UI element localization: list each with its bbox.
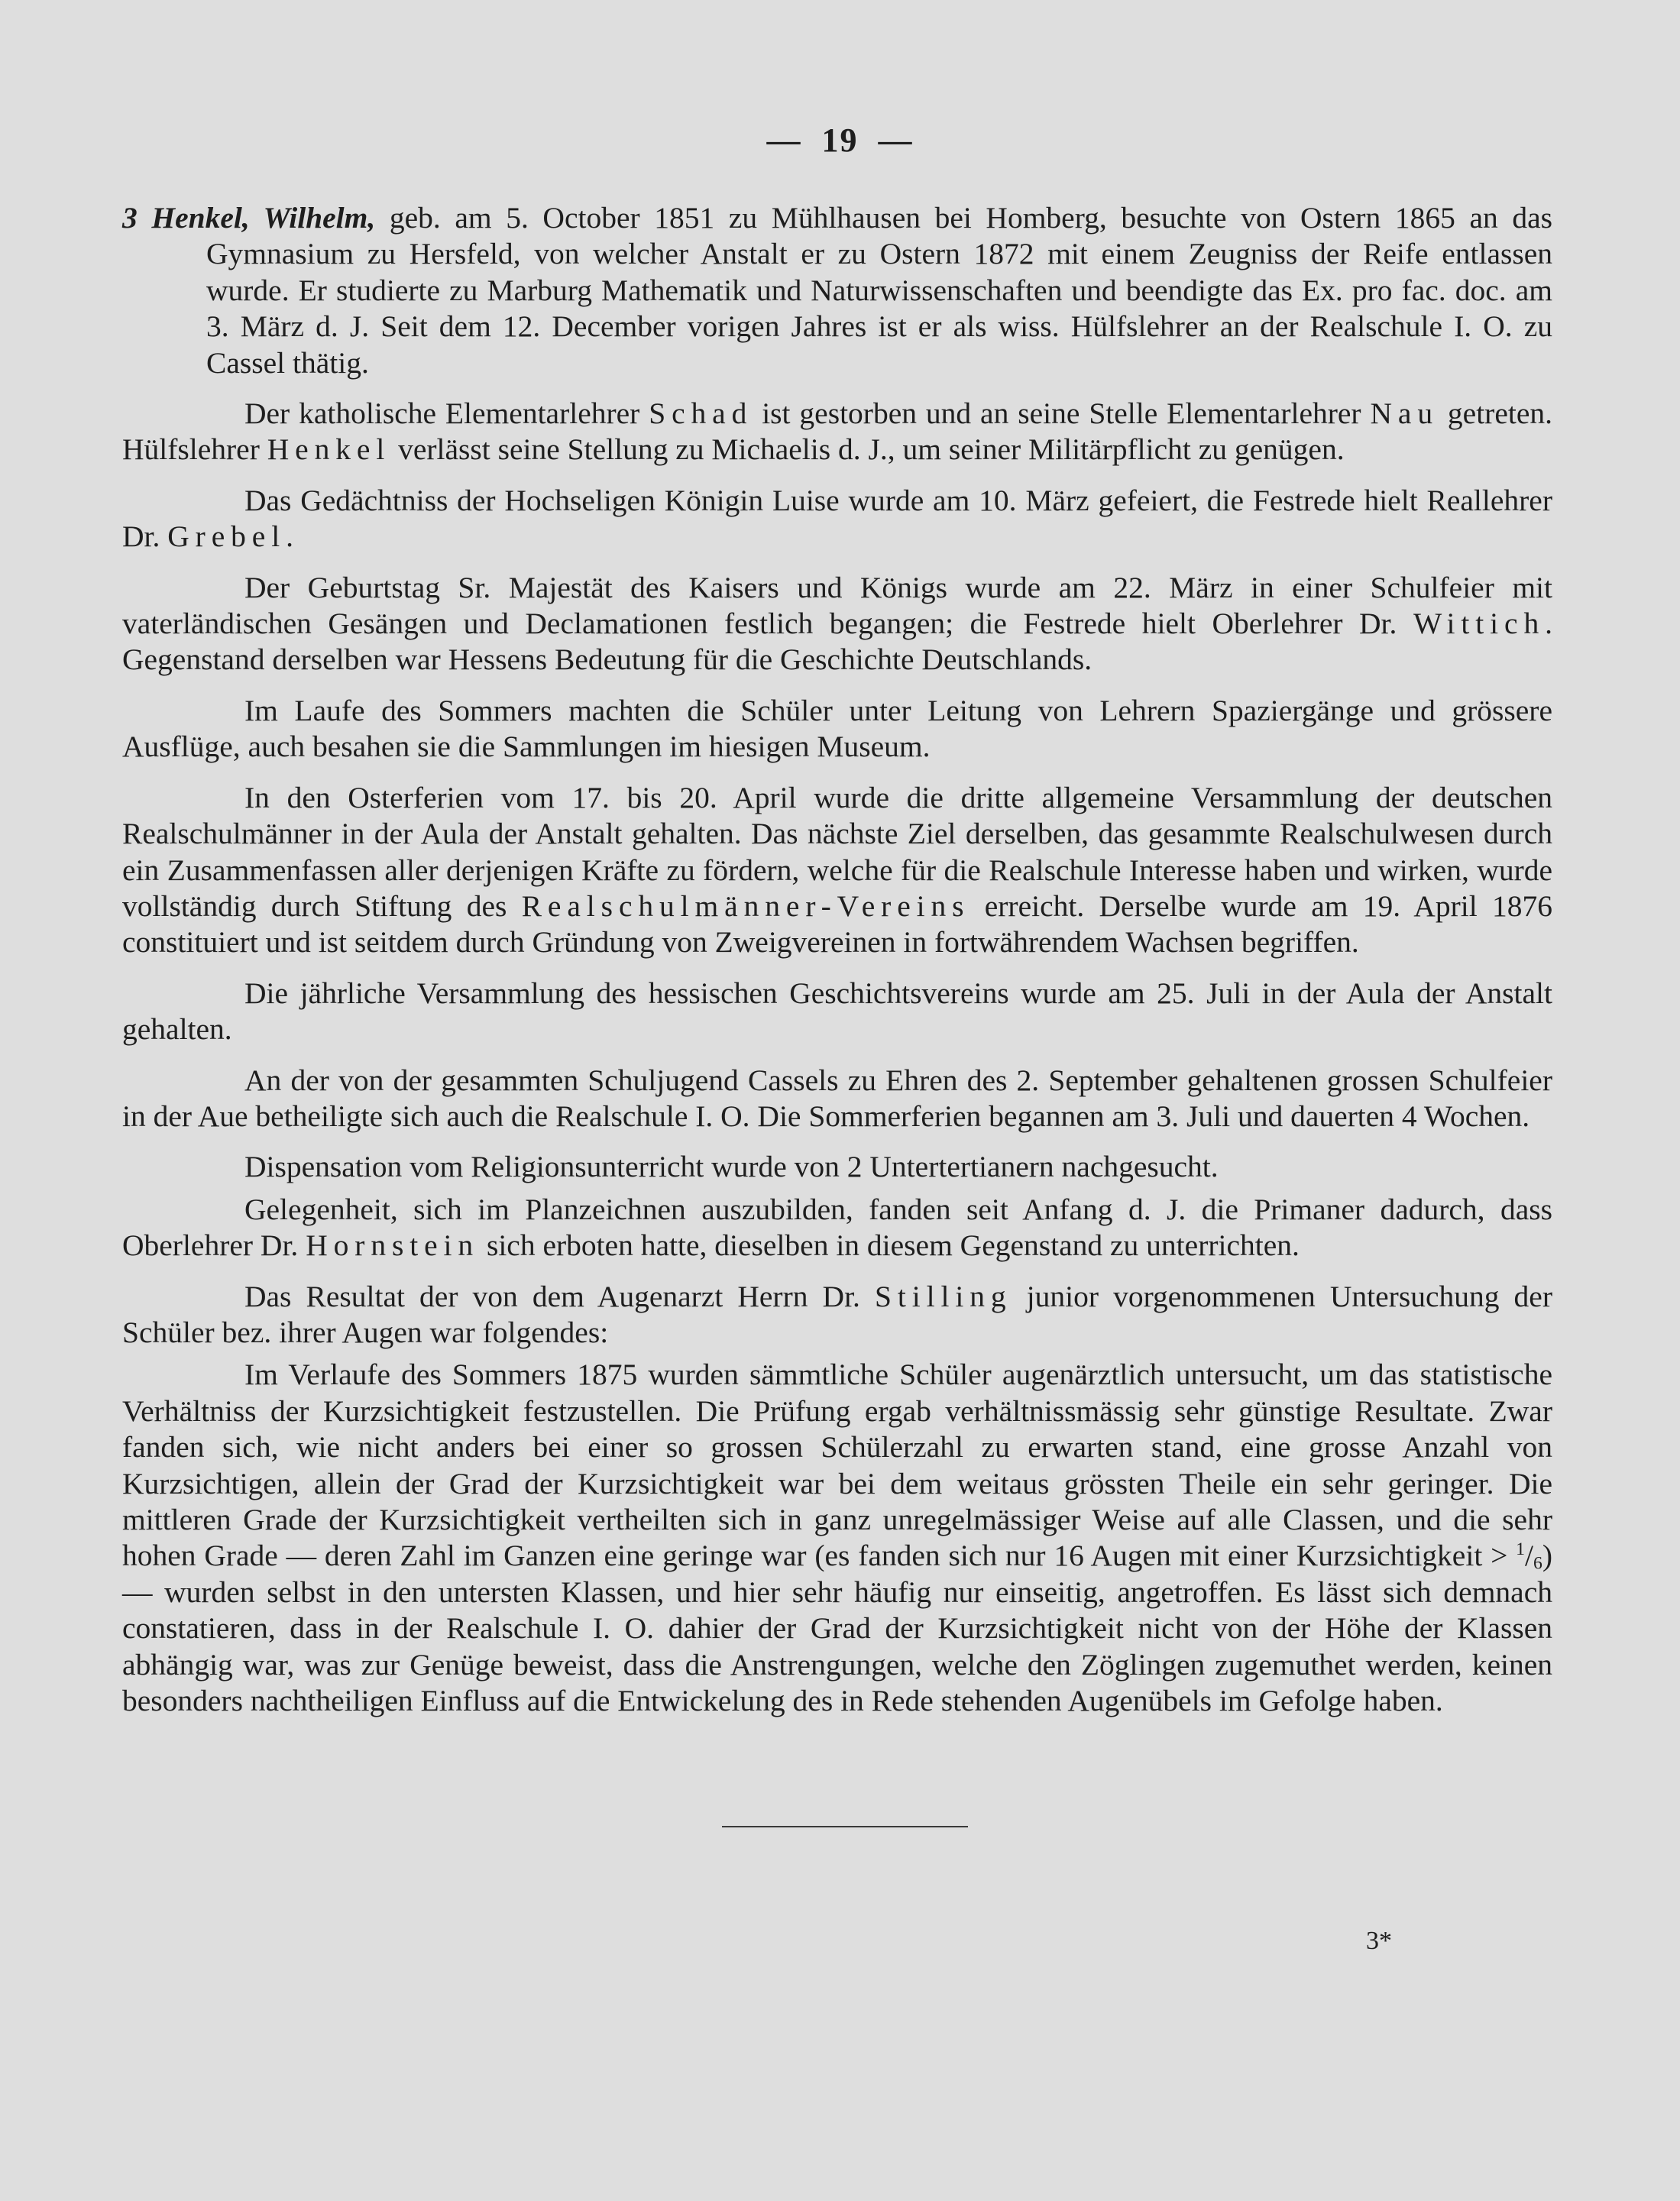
text-run: getreten. Hülfslehrer — [122, 397, 1552, 467]
spaced-name: Nau — [1370, 397, 1439, 431]
page-body — [122, 200, 1552, 1733]
text-run: Gelegenheit, sich im Planzeichnen auszubilden, fanden seit Anfang d. J. die Primaner dadurch, dass Oberlehrer Dr. — [122, 1192, 1552, 1263]
text-run: erreicht. Derselbe wurde am 19. April 1876 constituiert und ist seitdem durch Gründung von Zweigvereinen in fortwährendem Wachsen begriffen. — [122, 888, 1552, 960]
paragraph-history-society: Die jährliche Versammlung des hessischen Geschichtsvereins wurde am 25. Juli in der Aula der Anstalt gehalten. — [122, 976, 1552, 1047]
page-header — [0, 121, 1680, 160]
fraction-denominator: 6 — [1533, 1554, 1542, 1575]
spaced-name: Henkel — [267, 432, 391, 467]
text-run: Das Gedächtniss der Hochseligen Königin Luise wurde am 10. März gefeiert, die Festrede hielt Reallehrer Dr. — [122, 483, 1552, 554]
text-run: junior vorgenommenen Untersuchung der Schüler bez. ihrer Augen war folgendes: — [122, 1279, 1552, 1349]
paragraph-school-festival: An der von der gesammten Schuljugend Cassels zu Ehren des 2. September gehaltenen grossen Schulfeier in der Aue betheiligte sich auch die Realschule I. O. Die Sommerferien begannen am 3. Juli und dauerten 4 Wochen. — [122, 1063, 1552, 1133]
paragraph-eye-exam-intro — [122, 1279, 1552, 1351]
paragraph-eye-exam-results — [122, 1357, 1552, 1719]
text-run: Der Geburtstag Sr. Majestät des Kaisers und Königs wurde am 22. März in einer Schulfeier mit vaterländischen Gesängen und Declamationen festlich begangen; die Festrede hielt Oberlehrer Dr. — [122, 570, 1552, 641]
text-run: sich erboten hatte, dieselben in diesem Gegenstand zu unterrichten. — [479, 1228, 1300, 1263]
text-run: Im Verlaufe des Sommers 1875 wurden sämmtliche Schüler augenärztlich untersucht, um das statistische Verhältniss der Kurzsichtigkeit festzustellen. Die Prüfung ergab verhältnissmässig sehr günstige Resultate. Zwar fanden sich, wie nicht anders bei einer so grossen Schülerzahl zu erwarten stand, eine grosse Anzahl von Kurzsichtigen, allein der Grad der Kurzsichtigkeit war bei dem weitaus grössten Theile ein sehr geringer. Die mittleren Grade der Kurzsichtigkeit vertheilten sich in ganz unregelmässiger Weise auf alle Classen, und die sehr hohen Grade — deren Zahl im Ganzen eine geringe war (es fanden sich nur 16 Augen mit einer Kurzsichtigkeit > — [122, 1358, 1552, 1573]
entry-number: 3 — [122, 201, 138, 235]
signature-mark: 3* — [1366, 1927, 1392, 1955]
spaced-name: Stilling — [875, 1279, 1012, 1313]
text-run: ist gestorben und an seine Stelle Elementarlehrer — [753, 397, 1371, 431]
text-run: verlässt seine Stellung zu Michaelis d. J., um seiner Militärpflicht zu genügen. — [390, 432, 1345, 467]
spaced-name: Schad — [649, 397, 753, 431]
fraction-slash: / — [1525, 1539, 1533, 1573]
entry-name: Henkel, Wilhelm, — [151, 201, 376, 235]
fraction-numerator: 1 — [1516, 1539, 1526, 1560]
paragraph-staff-changes — [122, 396, 1552, 468]
header-dash-left: — — [766, 121, 802, 159]
text-run: . — [286, 520, 293, 554]
header-dash-right: — — [878, 121, 914, 159]
spaced-name: Hornstein — [306, 1228, 480, 1263]
paragraph-easter-assembly — [122, 780, 1552, 961]
spaced-name: Grebel — [167, 520, 286, 554]
text-run: ) — wurden selbst in den untersten Klassen, und hier sehr häufig nur einseitig, angetroffen. Es lässt sich demnach constatieren, dass in der Realschule I. O. dahier der Grad der Kurzsichtigkeit nicht von der Höhe der Klassen abhängig war, was zur Genüge beweist, dass die Anstrengungen, welche den Zöglingen zugemuthet werden, keinen besonders nachtheiligen Einfluss auf die Entwickelung des in Rede stehenden Augenübels im Gefolge haben. — [122, 1539, 1552, 1718]
entry-text: geb. am 5. October 1851 zu Mühlhausen bei Homberg, besuchte von Ostern 1865 an das Gymnasium zu Hersfeld, von welcher Anstalt er zu Ostern 1872 mit einem Zeugniss der Reife entlassen wurde. Er studierte zu Marburg Mathematik und Naturwissenschaften und beendigte das Ex. pro fac. doc. am 3. März d. J. Seit dem 12. December vorigen Jahres ist er als wiss. Hülfslehrer an der Realschule I. O. zu Cassel thätig. — [206, 201, 1553, 380]
closing-rule — [722, 1826, 968, 1827]
paragraph-queen-luise — [122, 483, 1552, 555]
teacher-entry-henkel — [122, 200, 1552, 381]
paragraph-dispensation: Dispensation vom Religionsunterricht wurde von 2 Untertertianern nachgesucht. — [244, 1150, 1219, 1184]
text-run: Der katholische Elementarlehrer — [244, 397, 649, 431]
text-run: Das Resultat der von dem Augenarzt Herrn Dr. — [244, 1279, 876, 1313]
paragraph-emperor-birthday — [122, 570, 1552, 678]
page-number: 19 — [821, 121, 859, 159]
paragraph-drawing — [122, 1192, 1552, 1264]
spaced-name: Realschulmänner-Vereins — [521, 888, 970, 923]
spaced-name: Wittich — [1413, 607, 1546, 641]
paragraph-summer-excursions: Im Laufe des Sommers machten die Schüler unter Leitung von Lehrern Spaziergänge und grössere Ausflüge, auch besahen sie die Sammlungen im hiesigen Museum. — [122, 693, 1552, 764]
text-run: In den Osterferien vom 17. bis 20. April wurde die dritte allgemeine Versammlung der deutschen Realschulmänner in der Aula der Anstalt gehalten. Das nächste Ziel derselben, das gesammte Realschulwesen durch ein Zusammenfassen aller derjenigen Kräfte zu fördern, welche für die Realschule Interesse haben und wirken, wurde vollständig durch Stiftung des — [122, 780, 1552, 923]
text-run: . Gegenstand derselben war Hessens Bedeutung für die Geschichte Deutschlands. — [122, 607, 1552, 677]
